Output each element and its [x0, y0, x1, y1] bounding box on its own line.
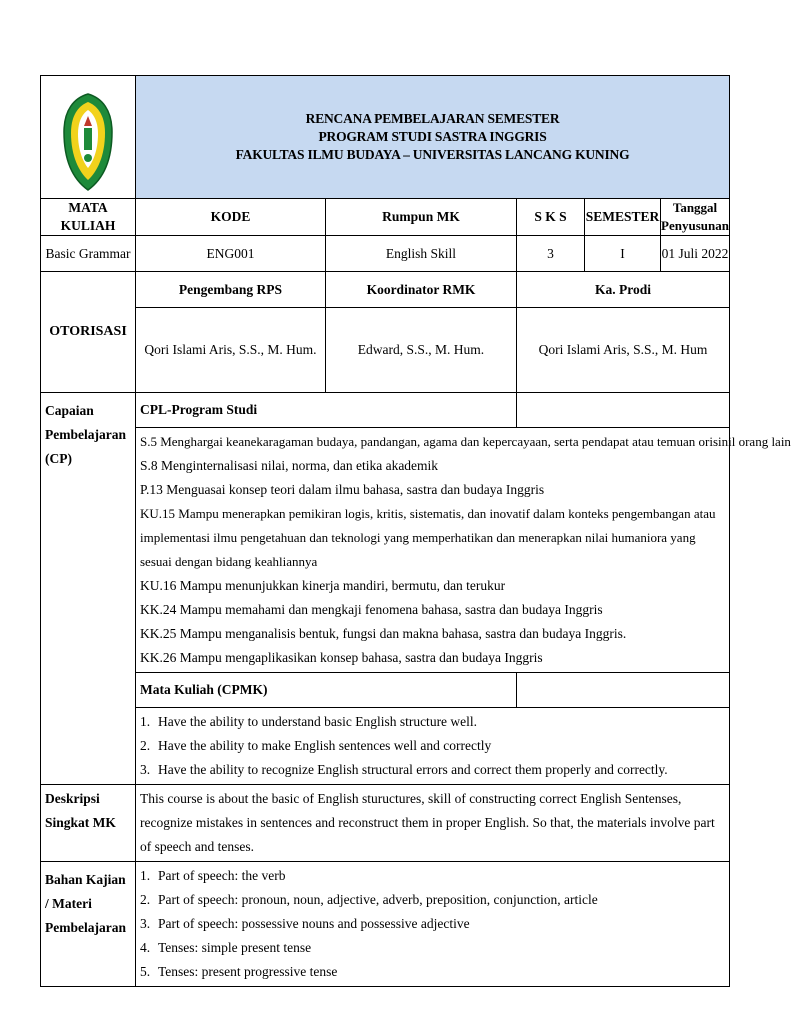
- university-emblem-icon: [62, 92, 114, 192]
- auth-value-koordinator: Edward, S.S., M. Hum.: [326, 308, 517, 393]
- course-sks: 3: [517, 236, 585, 272]
- cpl-item: KU.15 Mampu menerapkan pemikiran logis, kritis, sistematis, dan inovatif dalam konteks pengembangan atau implementasi ilmu pengetahuan dan teknologi yang memperhatikan dan menerapkan nilai humaniora yang sesuai dengan bidang keahliannya: [140, 506, 716, 569]
- auth-header-koordinator: Koordinator RMK: [326, 272, 517, 308]
- material-item: 3. Part of speech: possessive nouns and possessive adjective: [140, 916, 470, 931]
- col-header-kode: KODE: [136, 199, 326, 236]
- header-title-line1: RENCANA PEMBELAJARAN SEMESTER: [305, 111, 560, 126]
- col-header-mata-kuliah: MATA KULIAH: [41, 199, 136, 236]
- cpmk-heading: Mata Kuliah (CPMK): [136, 673, 517, 708]
- materials-label: Bahan Kajian / Materi Pembelajaran: [41, 862, 136, 987]
- cpl-item: KK.26 Mampu mengaplikasikan konsep bahasa, sastra dan budaya Inggris: [140, 650, 543, 665]
- cp-label: Capaian Pembelajaran (CP): [41, 393, 136, 785]
- material-item: 2. Part of speech: pronoun, noun, adjective, adverb, preposition, conjunction, article: [140, 892, 598, 907]
- otorisasi-label: OTORISASI: [41, 272, 136, 393]
- auth-header-kaprodi: Ka. Prodi: [517, 272, 730, 308]
- cpl-item: KK.24 Mampu memahami dan mengkaji fenomena bahasa, sastra dan budaya Inggris: [140, 602, 603, 617]
- cpl-item: KK.25 Mampu menganalisis bentuk, fungsi dan makna bahasa, sastra dan budaya Inggris.: [140, 626, 627, 641]
- col-header-rumpun: Rumpun MK: [326, 199, 517, 236]
- rps-document: [40, 75, 791, 987]
- cpmk-heading-blank: [517, 673, 730, 708]
- cpl-heading: CPL-Program Studi: [136, 393, 517, 428]
- cpl-item: S.5 Menghargai keanekaragaman budaya, pandangan, agama dan kepercayaan, serta pendapat atau temuan orisinil orang lain: [140, 434, 791, 449]
- materials-list: [136, 862, 730, 987]
- header-title-line3: FAKULTAS ILMU BUDAYA – UNIVERSITAS LANCANG KUNING: [235, 147, 630, 162]
- rps-table: [40, 75, 791, 987]
- cpl-item: S.8 Menginternalisasi nilai, norma, dan etika akademik: [140, 458, 439, 473]
- auth-value-kaprodi: Qori Islami Aris, S.S., M. Hum: [517, 308, 730, 393]
- cpl-item: KU.16 Mampu menunjukkan kinerja mandiri, bermutu, dan terukur: [140, 578, 506, 593]
- header-title-block: [136, 76, 730, 199]
- cpl-list: [136, 428, 791, 673]
- material-item: 1. Part of speech: the verb: [140, 868, 286, 883]
- col-header-sks: S K S: [517, 199, 585, 236]
- auth-value-pengembang: Qori Islami Aris, S.S., M. Hum.: [136, 308, 326, 393]
- auth-header-pengembang: Pengembang RPS: [136, 272, 326, 308]
- course-name: Basic Grammar: [41, 236, 136, 272]
- cpl-item: P.13 Menguasai konsep teori dalam ilmu bahasa, sastra dan budaya Inggris: [140, 482, 545, 497]
- cpmk-list: [136, 708, 730, 785]
- description-label: Deskripsi Singkat MK: [41, 785, 136, 862]
- course-code: ENG001: [136, 236, 326, 272]
- cpmk-item: 2. Have the ability to make English sentences well and correctly: [140, 738, 492, 753]
- course-date: 01 Juli 2022: [661, 236, 730, 272]
- material-item: 5. Tenses: present progressive tense: [140, 964, 338, 979]
- header-title-line2: PROGRAM STUDI SASTRA INGGRIS: [318, 129, 547, 144]
- logo-cell: [41, 76, 136, 199]
- cpmk-item: 3. Have the ability to recognize English structural errors and correct them properly and correctly.: [140, 762, 668, 777]
- cpl-heading-blank: [517, 393, 730, 428]
- cpmk-item: 1. Have the ability to understand basic English structure well.: [140, 714, 478, 729]
- col-header-tanggal: Tanggal Penyusunan: [661, 199, 730, 236]
- description-text: This course is about the basic of English stuructures, skill of constructing correct English Sentenses, recognize mistakes in sentences and reconstruct them in proper English. So that, the materials involve part of speech and tenses.: [136, 785, 730, 862]
- course-semester: I: [585, 236, 661, 272]
- course-rumpun: English Skill: [326, 236, 517, 272]
- col-header-semester: SEMESTER: [585, 199, 661, 236]
- material-item: 4. Tenses: simple present tense: [140, 940, 312, 955]
